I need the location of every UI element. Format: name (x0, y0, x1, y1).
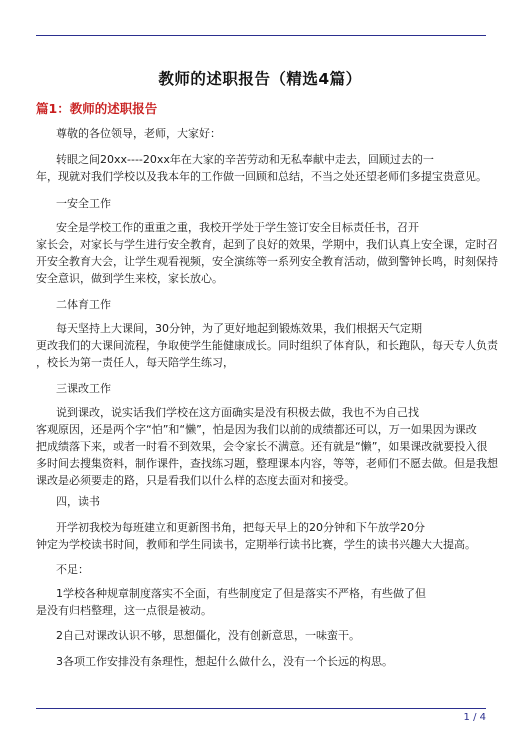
shortcoming-item-3: 3各项工作安排没有条理性，想起什么做什么，没有一个长远的构思。 (56, 655, 393, 668)
paragraph-reform: 说到课改，说实话我们学校在这方面确实是没有积极去做，我也不为自己找 客观原因，还是两个字“怕”和“懒”，怕是因为我们以前的成绩都还可以，万一如果因为课改 把成绩落下来，或者一时看不到效果，会令家长不满意。还有就是“懒”，如果课改就要投入很 多时间去搜集资料，制作课件，查找练习题，整理课本内容，等等，老师们不愿去做。但是我想 课改是必须要走的路，只是看我们以什么样的态度去面对和接受。 (36, 406, 498, 487)
document-title: 教师的述职报告（精选4篇） (158, 70, 362, 88)
footer-rule (36, 708, 486, 709)
paragraph-intro: 转眼之间20xx----20xx年在大家的辛苦劳动和无私奉献中走去，回顾过去的一 年，现就对我们学校以及我本年的工作做一回顾和总结，不当之处还望老师们多提宝贵意见。 (36, 153, 487, 183)
heading-reform: 三课改工作 (56, 382, 111, 395)
page-indicator: 1 / 4 (463, 712, 486, 723)
header-rule (36, 35, 486, 36)
section-heading: 篇1：教师的述职报告 (36, 101, 158, 116)
paragraph-safety: 安全是学校工作的重重之重，我校开学处于学生签订安全目标责任书，召开 家长会，对家长与学生进行安全教育，起到了良好的效果，学期中，我们认真上安全课，定时召 开安全教育大会，让学生观看视频，安全演练等一系列安全教育活动，做到警钟长鸣，时刻保持 安全意识，做到学生来校，家长放心。 (36, 221, 498, 285)
paragraph-greeting: 尊敬的各位领导，老师，大家好： (56, 127, 221, 140)
heading-reading: 四，读书 (56, 495, 100, 508)
shortcoming-item-1: 1学校各种规章制度落实不全面，有些制度定了但是落实不严格，有些做了但 是没有归档整理，这一点很是被动。 (36, 587, 426, 617)
heading-shortcomings: 不足： (56, 563, 89, 576)
shortcoming-item-2: 2自己对课改认识不够，思想僵化，没有创新意思，一味蛮干。 (56, 629, 360, 642)
paragraph-reading: 开学初我校为每班建立和更新图书角，把每天早上的20分钟和下午放学20分 钟定为学校读书时间，教师和学生同读书，定期举行读书比赛，学生的读书兴趣大大提高。 (36, 521, 476, 551)
heading-safety: 一安全工作 (56, 197, 111, 210)
heading-pe: 二体育工作 (56, 298, 111, 311)
paragraph-pe: 每天坚持上大课间，30分钟，为了更好地起到锻炼效果，我们根据天气定期 更改我们的大课间流程，争取使学生能健康成长。同时组织了体育队，和长跑队，每天专人负责 ，校长为第一责任人，每天陪学生练习， (36, 322, 498, 369)
